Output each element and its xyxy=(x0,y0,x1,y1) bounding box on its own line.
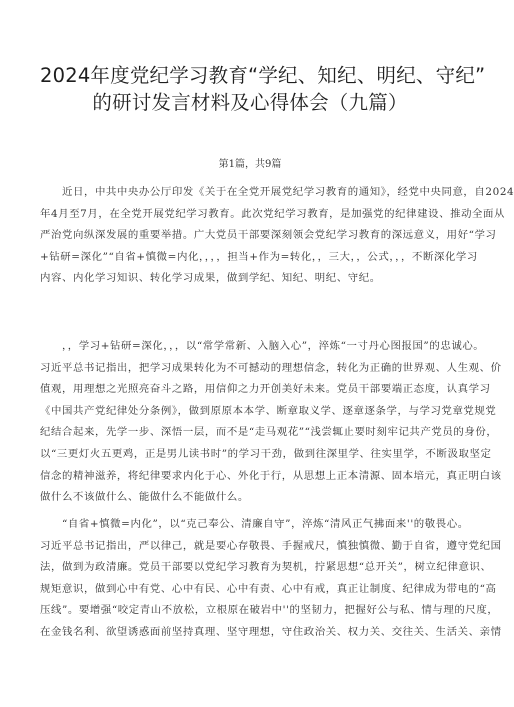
paragraph-line: 习近平总书记指出，把学习成果转化为不可撼动的理想信念，转化为正确的世界观、人生观、价 xyxy=(40,361,502,374)
paragraph-line: 法，做到为政清廉。党员干部要以党纪学习教育为契机，拧紧思想“总开关”，树立纪律意识、 xyxy=(40,561,492,574)
paragraph-line: 《中国共产党纪律处分条例》，做到原原本本学、断章取义学、逐章逐条学，与学习党章党规党 xyxy=(40,404,497,417)
title-line-2: 的研讨发言材料及心得体会（九篇） xyxy=(92,91,408,114)
paragraph-line: 纪结合起来，先学一步、深悟一层，而不是“走马观花”“浅尝辄止要时刻牢记共产党员的身份， xyxy=(40,426,498,439)
paragraph-line: ，，学习+钻研=深化，，，以“常学常新、入脑入心”，淬炼“一寸丹心图报国”的忠诚心。 xyxy=(40,340,485,352)
paragraph-line: +钻研=深化”“自省+慎微=内化，，，，担当+作为=转化，，三大，，公式，，，不断深化学习 xyxy=(40,250,478,263)
paragraph-line: 近日，中共中央办公厅印发《关于在全党开展党纪学习教育的通知》，经党中央同意，自2024 xyxy=(40,186,514,198)
paragraph-line: “自省+慎微=内化”，以“克己奉公、清廉自守”，淬炼“清风正气拂面来''的敬畏心。 xyxy=(40,518,469,530)
document-title xyxy=(40,62,486,116)
paragraph-line: 信念的精神滋养，将纪律要求内化于心、外化于行，从思想上正本清源、固本培元，真正明白该 xyxy=(40,469,502,482)
paragraph-line: 规矩意识，做到心中有党、心中有民、心中有责、心中有戒，真正让制度、纪律成为带电的“高 xyxy=(40,582,497,595)
paragraph-line: 严治党向纵深发展的重要举措。广大党员干部要深刻领会党纪学习教育的深远意义，用好“学习 xyxy=(40,229,497,242)
paragraph-line: 压线”。要增强“咬定青山不放松，立根原在破岩中''的坚韧力，把握好公与私、情与理的尺度， xyxy=(40,604,499,617)
title-line-1: 2024年度党纪学习教育“学纪、知纪、明纪、守纪” xyxy=(40,64,486,87)
paragraph-2 xyxy=(40,336,502,509)
article-subheading: 第1篇，共9篇 xyxy=(218,159,282,170)
paragraph-line: 内容、内化学习知识、转化学习成果，做到学纪、知纪、明纪、守纪。 xyxy=(40,272,381,285)
paragraph-line: 做什么不该做什么、能做什么不能做什么。 xyxy=(40,491,249,504)
paragraph-line: 以“三更灯火五更鸡，正是男儿读书时”的学习干劲，做到往深里学、往实里学，不断汲取坚定 xyxy=(40,447,492,460)
paragraph-line: 值观，用理想之光照亮奋斗之路，用信仰之力开创美好未来。党员干部要端正态度，认真学习 xyxy=(40,383,491,396)
paragraph-line: 年4月至7月，在全党开展党纪学习教育。此次党纪学习教育，是加强党的纪律建设、推动全面从 xyxy=(40,207,506,220)
paragraph-1 xyxy=(40,182,514,290)
paragraph-3 xyxy=(40,514,502,644)
paragraph-line: 在金钱名利、欲望诱惑面前坚持真理、坚守理想，守住政治关、权力关、交往关、生活关、亲情 xyxy=(40,625,502,638)
paragraph-line: 习近平总书记指出，严以律己，就是要心存敬畏、手握戒尺，慎独慎微、勤于自省，遵守党纪国 xyxy=(40,539,502,552)
